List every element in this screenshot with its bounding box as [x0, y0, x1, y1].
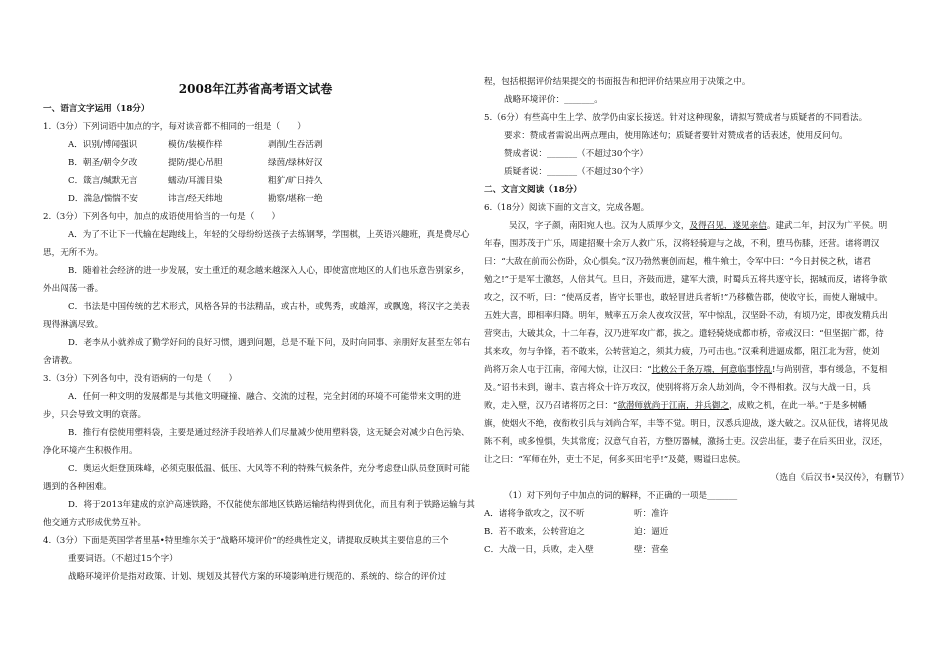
q1-c-1: C．箴言/缄默无言: [68, 176, 138, 186]
passage-line-7: 营突击，大破其众，十二年春，汉乃进军攻广都，拔之。遣轻骑烧成都市桥，帝戒汉曰：“但坚据广都，待: [484, 329, 884, 339]
q6-b-gloss: 迫：逼近: [634, 527, 669, 537]
passage-line-5: 攻之，汉不听，曰：“使鬲反者，皆守长罪也，敢轻冒进兵者斩!”乃移檄告郡，使收守长，而使人谢城中。: [484, 293, 883, 303]
q1-option-d: [43, 193, 468, 205]
passage-line-2: 年春，围苏茂于广乐，周建招聚十余万人救广乐，汉将轻骑迎与之战，不利，堕马伤膝，还营。诸将谓汉: [484, 239, 880, 249]
q3-stem: 3.（3分）下列各句中，没有语病的一句是（ ）: [43, 374, 238, 384]
q4-stem-line1: 4.（3分）下面是英国学者里基•特里维尔关于“战略环境评价”的经典性定义，请提取反映其主要信息的三个: [43, 536, 449, 546]
passage-underline-1: 及得召见，遂见亲信: [689, 221, 767, 231]
q3-b-line2: 净化环境产生积极作用。: [43, 446, 138, 456]
q4-body-line2: 程，包括根据评价结果提交的书面报告和把评价结果应用于决策之中。: [484, 77, 751, 87]
q6-b-text: B．若不敢来，公转营迫之: [484, 527, 585, 537]
passage-line-9b: !与尚别营，事有缓急，不复相: [772, 365, 888, 375]
q5-answer-a: 赞成者说：_______（不超过30个字）: [504, 149, 649, 159]
q1-c-2: 蠕动/耳濡目染: [168, 176, 223, 186]
passage-line-1b: 。建武二年，封汉为广平侯。明: [766, 221, 888, 231]
passage-line-9: [484, 364, 909, 376]
q1-b-1: B．朝圣/朝令夕改: [68, 158, 138, 168]
q3-c-line2: 遇到的各种困难。: [43, 482, 112, 492]
q6-sub1-option-b: [484, 526, 909, 538]
q3-c-line1: C．奥运火炬登顶珠峰，必须克服低温、低压、大风等不利的特殊气候条件，充分考虑登山队员登顶时可能: [68, 464, 470, 474]
q6-a-gloss: 听：准许: [634, 509, 669, 519]
section-heading-2: 二、文言文阅读（18分）: [484, 185, 582, 195]
passage-line-12: 旗，使烟火不绝，夜衔枚引兵与刘尚合军，丰等不觉。明日，汉悉兵迎战，遂大破之。汉从征伐，诸将见战: [484, 419, 888, 429]
q1-d-2: 讳言/经天纬地: [168, 194, 223, 204]
left-column: [43, 101, 475, 589]
q1-d-3: 勘察/堪称一绝: [268, 194, 323, 204]
q4-body-line1: 战略环境评价是指对政策、计划、规划及其替代方案的环境影响进行规范的、系统的、综合的评价过: [68, 572, 447, 582]
q6-stem: 6.（18分）阅读下面的文言文，完成各题。: [484, 203, 650, 213]
q2-stem: 2.（3分）下列各句中，加点的成语使用恰当的一句是（ ）: [43, 212, 281, 222]
q6-c-text: C．大战一日，兵败，走入壁: [484, 545, 594, 555]
q2-b-line2: 外出闯荡一番。: [43, 284, 104, 294]
passage-line-4: 勉之!”于是军士激怒，人倍其气。旦日，齐鼓而进，建军大溃，时蜀兵五将共逐守长，据城而反，诸将争欲: [484, 275, 888, 285]
q1-option-a: [43, 139, 468, 151]
passage-line-13: 陈不利，或多惶惧，失其常度；汉意气自若，方整厉器械，激扬士吏。汉尝出征，妻子在后买田业，汉还，: [484, 437, 888, 447]
passage-line-11b: ，成败之机，在此一举。”于是多树幡: [729, 401, 867, 411]
passage-line-6: 五姓大喜，即相率归降。明年，贼率五万余人夜攻汉营，军中惊乱，汉坚卧不动，有顷乃定，即夜发精兵出: [484, 311, 888, 321]
q1-b-2: 提防/提心吊胆: [168, 158, 223, 168]
passage-line-8: 其来攻，勿与争锋，若不敢来，公转营迫之，须其力疲，乃可击也。”汉乘利进逼成都，阻江北为营，使刘: [484, 347, 880, 357]
q2-d-line1: D．老李从小就养成了勤学好问的良好习惯，遇到问题，总是不耻下问，及时向同事、亲朋好友甚至左邻右: [68, 338, 471, 348]
passage-line-3: 曰：“大敌在前而公伤卧，众心惧矣。”汉乃勃然裹创而起，椎牛飨士，令军中曰：“今日封侯之秋，诸君: [484, 257, 872, 267]
passage-underline-2: 比敕公千条万端，何意临事悖乱: [651, 365, 773, 375]
q6-sub1-option-c: [484, 544, 909, 556]
q5-requirement: 要求：赞成者需说出两点理由，使用陈述句；质疑者要针对赞成者的话表述，使用反问句。: [504, 131, 848, 141]
q4-answer-line: 战略环境评价：_______。: [504, 95, 603, 105]
q4-stem-line2: 重要词语。（不超过15个字）: [68, 554, 178, 564]
right-column: [484, 76, 909, 562]
q1-stem: 1.（3分）下列词语中加点的字，每对读音都不相同的一组是（ ）: [43, 122, 306, 132]
q3-a-line1: A．任何一种文明的发展都是与其他文明碰撞、融合、交流的过程，完全封闭的环境不可能带来文明的进: [68, 392, 461, 402]
q1-a-2: 模仿/装模作样: [168, 140, 223, 150]
page-title: 2008年江苏省高考语文试卷: [178, 82, 333, 96]
q2-b-line1: B．随着社会经济的进一步发展，安土重迁的观念越来越深入人心，即使富庶地区的人们也乐意告别家乡，: [68, 266, 470, 276]
q3-a-line2: 步，只会导致文明的衰落。: [43, 410, 147, 420]
passage-line-1a: 吴汉，字子颜，南阳宛人也。汉为人质厚少文，: [509, 221, 690, 231]
q3-d-line2: 他交通方式形成优势互补。: [43, 518, 147, 528]
passage-line-1: [484, 220, 909, 232]
q2-a-line2: 思，无所不为。: [43, 248, 104, 258]
q1-d-1: D．湍急/惴惴不安: [68, 194, 138, 204]
q1-c-3: 粗犷/旷日持久: [268, 176, 323, 186]
q3-d-line1: D．将于2013年建成的京沪高速铁路，不仅能使东部地区铁路运输结构得到优化，而且有利于铁路运输与其: [68, 500, 475, 510]
passage-line-10: 及。”诏书未到，谢丰、袁吉将众十许万攻汉，使别将将万余人劫刘尚，令不得相救。汉与大战一日，兵: [484, 383, 871, 393]
passage-line-11: [484, 400, 909, 412]
q5-answer-b: 质疑者说：_______（不超过30个字）: [504, 167, 649, 177]
q1-a-3: 剥削/生吞活剥: [268, 140, 323, 150]
q1-option-b: [43, 157, 468, 169]
passage-underline-3: 欲潜师就尚于江南，并兵御之: [617, 401, 730, 411]
passage-line-11a: 败，走入壁，汉乃召诸将厉之曰：“: [484, 401, 618, 411]
section-heading-1: 一、语言文字运用（18分）: [43, 104, 150, 114]
q1-a-1: A．识别/博闻强识: [68, 140, 138, 150]
q6-sub1-option-a: [484, 508, 909, 520]
q6-a-text: A．诸将争欲攻之，汉不听: [484, 509, 585, 519]
q2-a-line1: A．为了不让下一代输在起跑线上，年轻的父母纷纷送孩子去练钢琴，学围棋，上英语兴趣班，真是费尽心: [68, 230, 470, 240]
q3-b-line1: B．推行有偿使用塑料袋，主要是通过经济手段培养人们尽量减少使用塑料袋，这无疑会对减少白色污染、: [68, 428, 470, 438]
passage-source: （选自《后汉书•吴汉传》，有删节）: [770, 473, 909, 483]
q2-c-line2: 现得淋漓尽致。: [43, 320, 104, 330]
q2-d-line2: 舍请教。: [43, 356, 78, 366]
q1-b-3: 绿茵/绿林好汉: [268, 158, 323, 168]
q6-sub1-stem: （1）对下列句子中加点的词的解释，不正确的一项是_______: [504, 491, 738, 501]
passage-line-9a: 尚将万余人屯于江南，帝闻大惊，让汉曰：“: [484, 365, 652, 375]
passage-line-14: 让之曰：“军师在外，吏士不足，何多买田宅乎!”及薨，赐谥曰忠侯。: [484, 455, 746, 465]
q2-c-line1: C．书法是中国传统的艺术形式，风格各异的书法精品，或古朴，或隽秀，或雄浑，或飘逸，将汉字之美表: [68, 302, 470, 312]
q6-c-gloss: 壁：营垒: [634, 545, 669, 555]
q5-stem: 5.（6分）有些高中生上学、放学仍由家长接送。针对这种现象，请拟写赞成者与质疑者的不同看法。: [484, 113, 868, 123]
q1-option-c: [43, 175, 468, 187]
